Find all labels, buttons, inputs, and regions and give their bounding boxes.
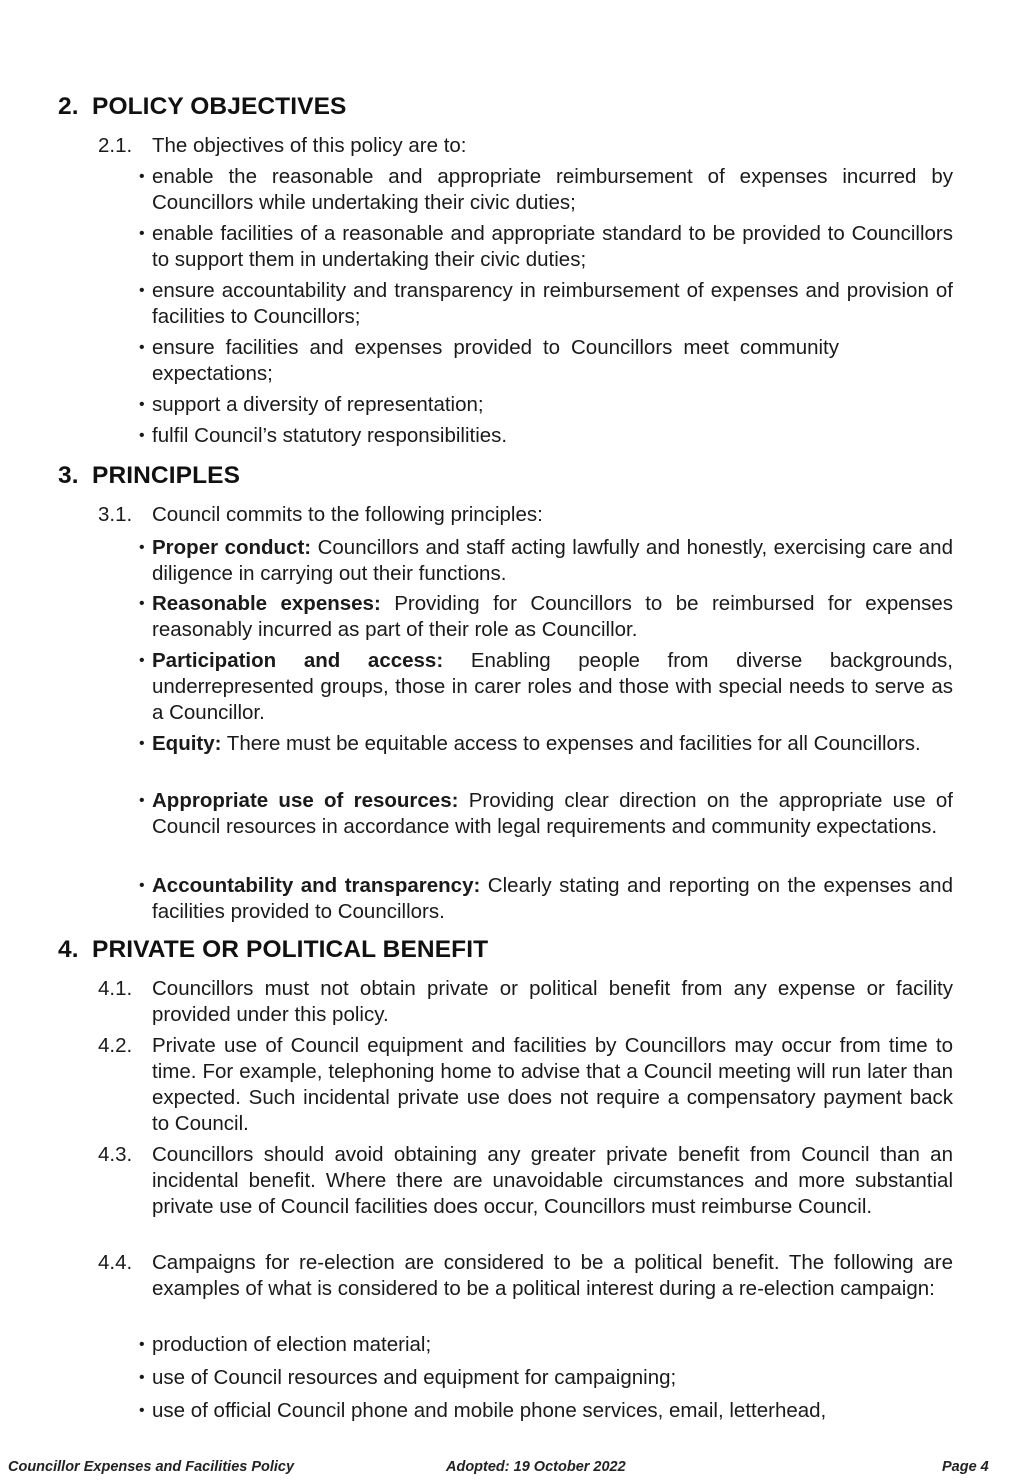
list-item: [139, 392, 953, 418]
principle-term: Accountability and transparency:: [152, 874, 481, 897]
principle-term: Reasonable expenses:: [152, 592, 381, 615]
section-number: 4.: [58, 936, 79, 963]
clause-number: 4.2.: [98, 1034, 133, 1057]
list-item-text: ensure accountability and transparency in reimbursement of expenses and provision of facilities to Councillors;: [152, 279, 953, 328]
principle-term: Participation and access:: [152, 649, 444, 672]
principle-item: [139, 731, 953, 757]
clause-4-4: [98, 1250, 953, 1302]
bullet-icon: •: [139, 1369, 145, 1386]
bullet-icon: •: [139, 735, 145, 752]
bullet-icon: •: [139, 1402, 145, 1419]
principle-term: Equity:: [152, 732, 222, 755]
list-item-text: ensure facilities and expenses provided to Councillors meet community expectations;: [152, 336, 839, 385]
clause-text: Private use of Council equipment and facilities by Councillors may occur from time to time. For example, telephoning home to advise that a Council meeting will run later than expected. Such incidental private use does not require a compensatory payment back to Council.: [152, 1034, 953, 1135]
bullet-icon: •: [139, 877, 145, 894]
section-title: PRINCIPLES: [92, 462, 241, 489]
clause-2-1: [98, 133, 953, 159]
footer-adopted-date: Adopted: 19 October 2022: [446, 1459, 626, 1475]
principle-item: [139, 535, 953, 587]
bullet-icon: •: [139, 427, 145, 444]
list-item-text: support a diversity of representation;: [152, 393, 484, 416]
principle-description: Providing for Councillors to be reimbursed for expenses reasonably incurred as part of their role as Councillor.: [152, 592, 954, 641]
principle-item: [139, 591, 953, 643]
principle-description: Providing clear direction on the appropriate use of Council resources in accordance with legal requirements and community expectations.: [152, 789, 953, 838]
principle-text: [152, 731, 953, 757]
clause-number: 3.1.: [98, 503, 133, 526]
list-item-text: use of Council resources and equipment for campaigning;: [152, 1366, 677, 1389]
list-item-text: use of official Council phone and mobile phone services, email, letterhead,: [152, 1399, 827, 1422]
bullet-icon: •: [139, 652, 145, 669]
section-title: POLICY OBJECTIVES: [92, 93, 347, 120]
section-number: 3.: [58, 462, 79, 489]
list-item: [139, 278, 953, 330]
list-item: [139, 423, 953, 449]
bullet-icon: •: [139, 595, 145, 612]
principle-item: [139, 648, 953, 726]
clause-number: 4.4.: [98, 1251, 133, 1274]
clause-text: Campaigns for re-election are considered to be a political benefit. The following are examples of what is considered to be a political interest during a re-election campaign:: [152, 1251, 953, 1300]
clause-text: The objectives of this policy are to:: [152, 134, 467, 157]
principle-text: [152, 788, 953, 840]
clause-4-2: [98, 1033, 953, 1137]
principle-text: [152, 535, 953, 587]
list-item: [139, 1332, 953, 1358]
clause-4-1: [98, 976, 953, 1028]
section-number: 2.: [58, 93, 79, 120]
principle-text: [152, 591, 953, 643]
clause-number: 4.1.: [98, 977, 133, 1000]
list-item: [139, 164, 953, 216]
principle-text: [152, 873, 953, 925]
clause-number: 4.3.: [98, 1143, 133, 1166]
principle-item: [139, 788, 953, 840]
bullet-icon: •: [139, 282, 145, 299]
clause-number: 2.1.: [98, 134, 133, 157]
principle-description: There must be equitable access to expenses and facilities for all Councillors.: [221, 732, 921, 755]
list-item-text: enable facilities of a reasonable and appropriate standard to be provided to Councillors to support them in undertaking their civic duties;: [152, 222, 953, 271]
list-item: [139, 1398, 953, 1424]
section-heading-private-or-political-benefit: [58, 936, 488, 964]
list-item-text: enable the reasonable and appropriate reimbursement of expenses incurred by Councillors while undertaking their civic duties;: [152, 165, 953, 214]
list-item-text: fulfil Council’s statutory responsibilities.: [152, 424, 508, 447]
clause-text: Councillors should avoid obtaining any greater private benefit from Council than an incidental benefit. Where there are unavoidable circumstances and more substantial private use of Council facilities does occur, Councillors must reimburse Council.: [152, 1143, 953, 1218]
principle-text: [152, 648, 953, 726]
section-heading-principles: [58, 462, 240, 490]
bullet-icon: •: [139, 339, 145, 356]
clause-text: Councillors must not obtain private or political benefit from any expense or facility provided under this policy.: [152, 977, 953, 1026]
principle-term: Appropriate use of resources:: [152, 789, 459, 812]
principle-description: Enabling people from diverse backgrounds, underrepresented groups, those in carer roles and those with special needs to serve as a Councillor.: [152, 649, 953, 724]
list-item: [139, 1365, 953, 1391]
principle-term: Proper conduct:: [152, 536, 312, 559]
list-item: [139, 335, 839, 387]
clause-text: Council commits to the following principles:: [152, 503, 543, 526]
bullet-icon: •: [139, 225, 145, 242]
section-title: PRIVATE OR POLITICAL BENEFIT: [92, 936, 489, 963]
footer-page-number: Page 4: [942, 1459, 989, 1475]
bullet-icon: •: [139, 539, 145, 556]
bullet-icon: •: [139, 168, 145, 185]
bullet-icon: •: [139, 396, 145, 413]
bullet-icon: •: [139, 792, 145, 809]
bullet-icon: •: [139, 1336, 145, 1353]
principle-description: Clearly stating and reporting on the expenses and facilities provided to Councillors.: [152, 874, 953, 923]
principle-item: [139, 873, 953, 925]
list-item: [139, 221, 953, 273]
list-item-text: production of election material;: [152, 1333, 432, 1356]
clause-4-3: [98, 1142, 953, 1220]
footer-document-title: Councillor Expenses and Facilities Policy: [8, 1459, 295, 1475]
clause-3-1: [98, 502, 953, 528]
principle-description: Councillors and staff acting lawfully and honestly, exercising care and diligence in carrying out their functions.: [152, 536, 953, 585]
section-heading-policy-objectives: [58, 93, 346, 121]
